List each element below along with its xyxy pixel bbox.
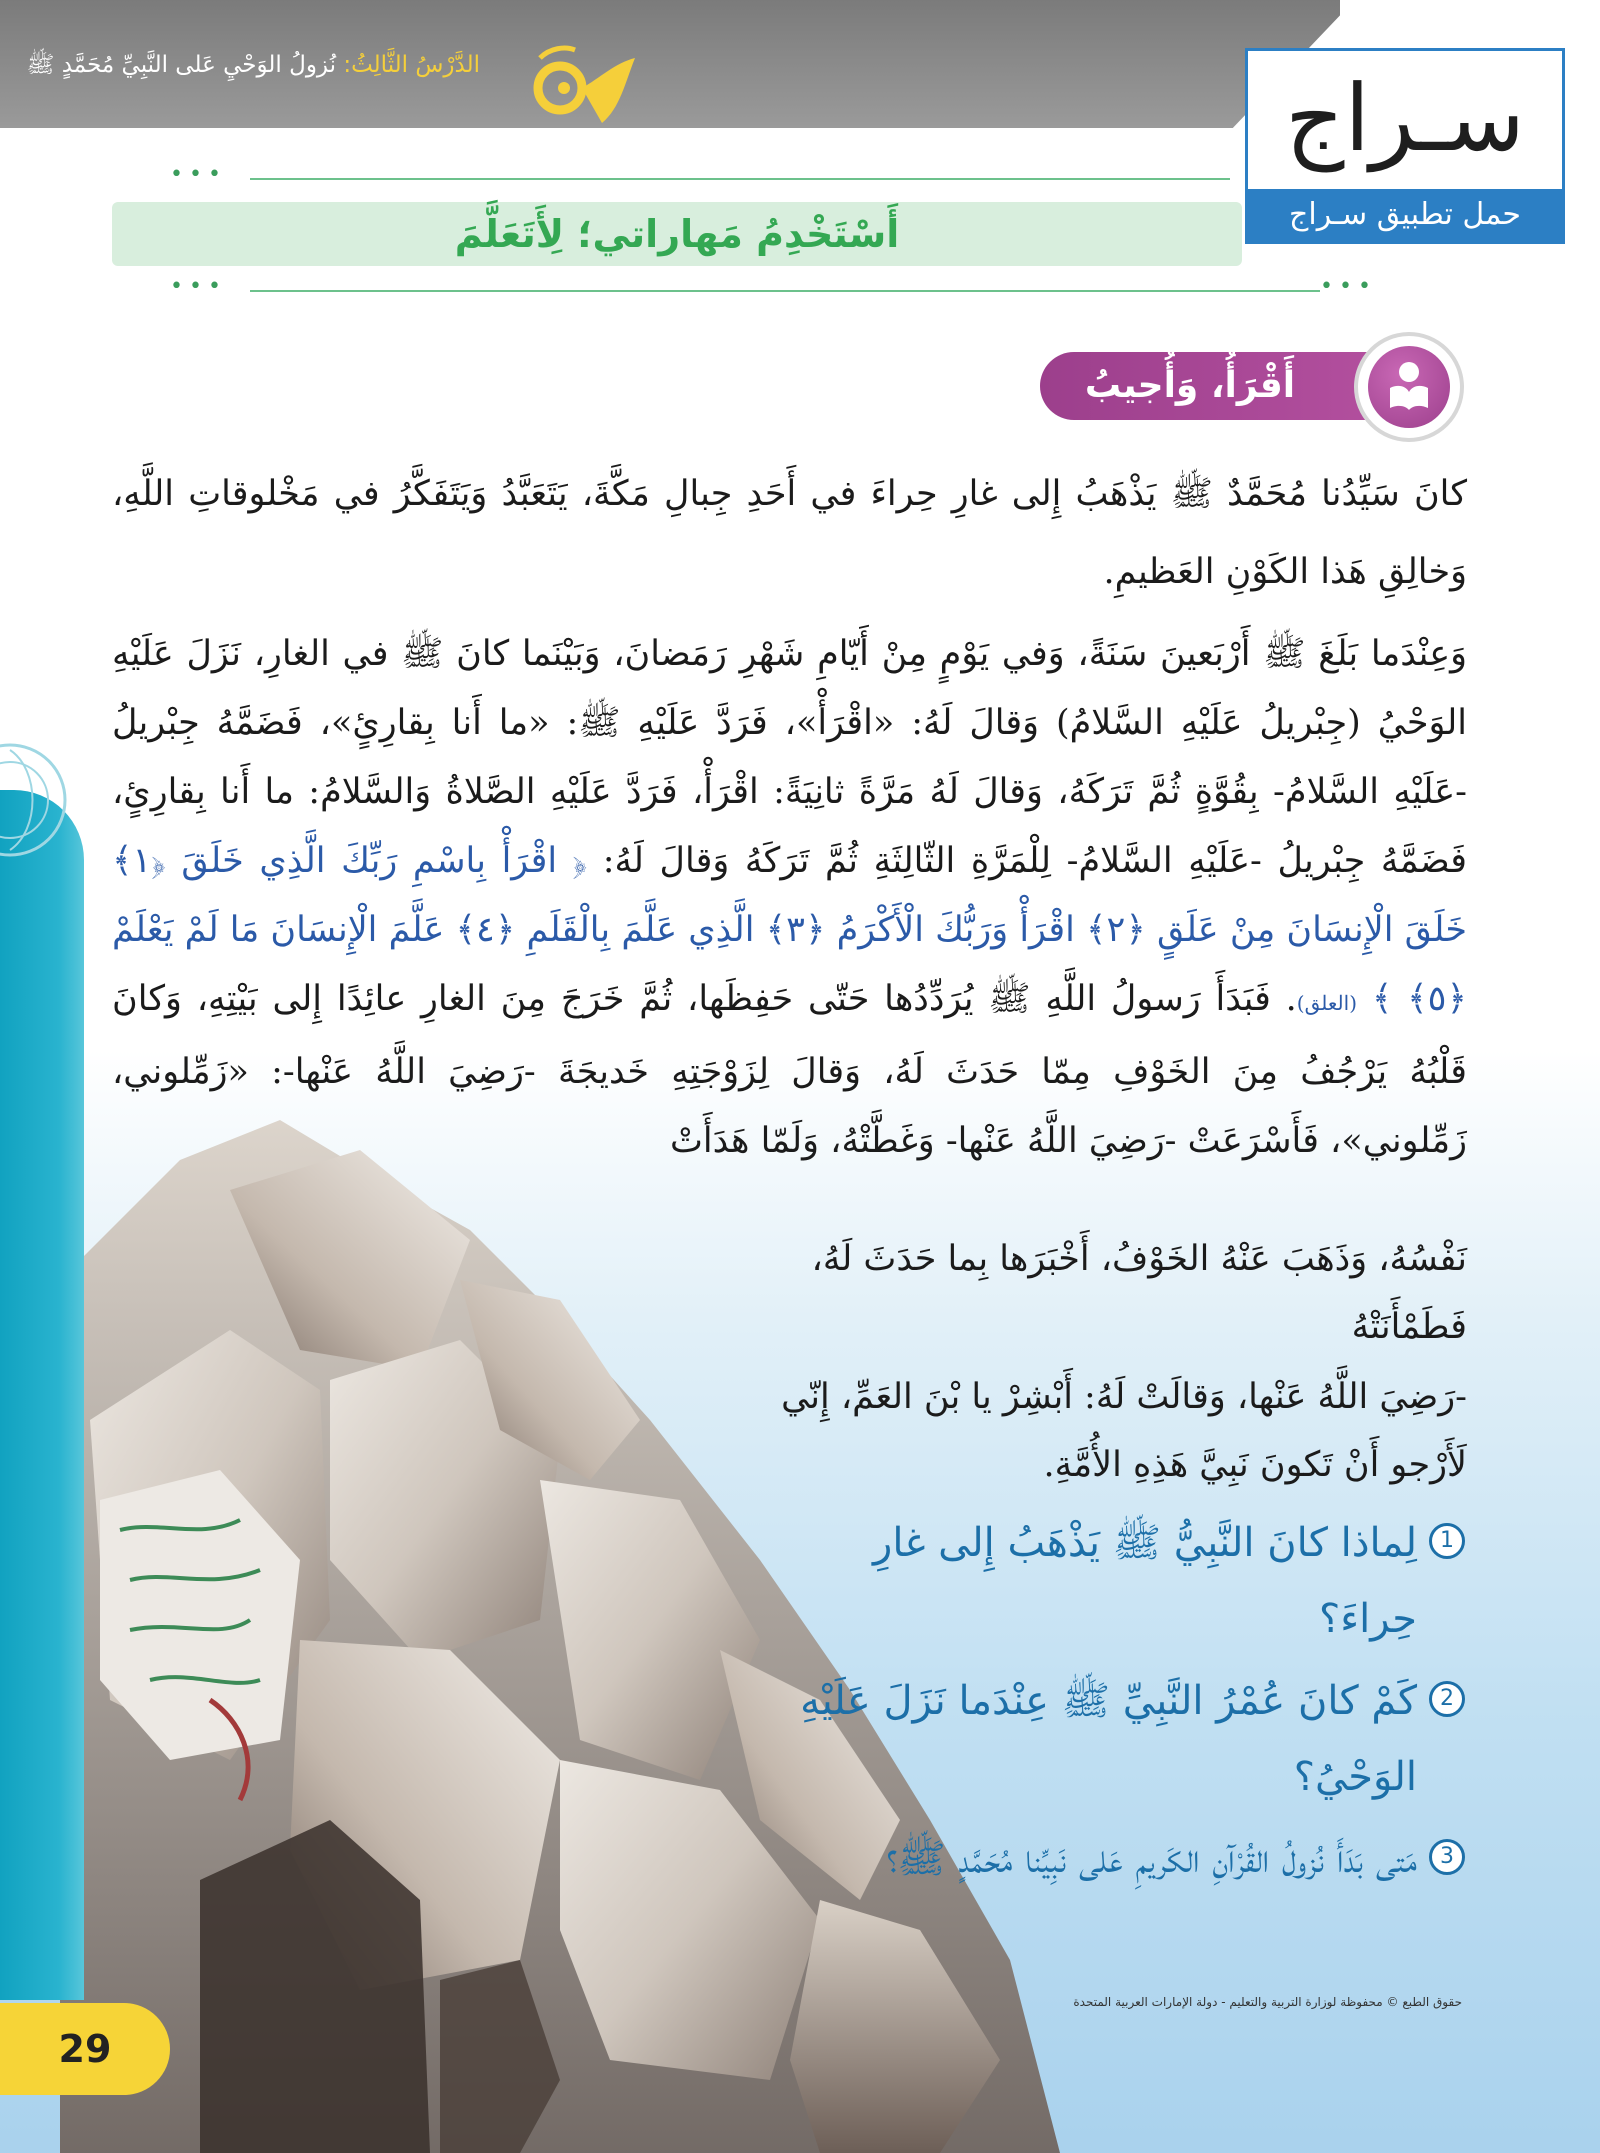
dots-decoration: ••• xyxy=(170,162,227,187)
story-line: لَأَرْجو أَنْ تَكونَ نَبِيَّ هَذِهِ الأُمَّةِ. xyxy=(1043,1445,1467,1485)
question-1 xyxy=(785,1505,1465,1657)
question-text: لِماذا كانَ النَّبِيُّ ﷺ يَذْهَبُ إِلى غارِ حِراءَ؟ xyxy=(873,1520,1417,1642)
siraj-download-link[interactable]: حمل تطبيق سـراج xyxy=(1248,189,1562,241)
story-paragraph-1: كانَ سَيِّدُنا مُحَمَّدٌ ﷺ يَذْهَبُ إِلى غارِ حِراءَ في أَحَدِ جِبالِ مَكَّةَ، يَتَعَبَّدُ وَيَتَفَكَّرُ في مَخْلوقاتِ اللَّهِ، وَخالِقِ هَذا الكَوْنِ العَظيمِ. xyxy=(112,474,1467,592)
bottom-divider xyxy=(250,290,1320,292)
top-divider xyxy=(250,178,1230,180)
story-line: نَفْسُهُ، وَذَهَبَ عَنْهُ الخَوْفُ، أَخْبَرَها بِما حَدَثَ لَهُ، فَطَمْأَنَتْهُ xyxy=(811,1239,1467,1347)
question-2 xyxy=(785,1663,1465,1815)
copyright-notice: حقوق الطبع © محفوظة لوزارة التربية والتعليم - دولة الإمارات العربية المتحدة xyxy=(1073,1995,1462,2009)
question-3 xyxy=(785,1821,1465,1897)
page-number: 29 xyxy=(0,2003,170,2095)
lesson-label: الدَّرْسُ الثَّالِثُ: xyxy=(343,52,480,78)
question-text: كَمْ كانَ عُمْرُ النَّبِيِّ ﷺ عِنْدَما نَزَلَ عَلَيْهِ الوَحْيُ؟ xyxy=(800,1678,1417,1800)
question-text: مَتى بَدَأَ نُزولُ القُرْآنِ الكَريمِ عَلى نَبِيِّنا مُحَمَّدٍ ﷺ؟ xyxy=(886,1836,1417,1882)
activity-label: أَقْرَأُ، وَأُجيبُ xyxy=(1084,365,1296,406)
dots-decoration: ••• xyxy=(170,274,227,299)
left-decorative-strip xyxy=(0,790,84,2000)
reader-icon xyxy=(1368,346,1450,428)
quran-verse: ﴿ اقْرَأْ بِاسْمِ رَبِّكَ الَّذِي خَلَقَ ﴿١﴾ خَلَقَ الْإِنسَانَ مِنْ عَلَقٍ ﴿٢﴾ اقْرَأْ وَرَبُّكَ الْأَكْرَمُ ﴿٣﴾ الَّذِي عَلَّمَ بِالْقَلَمِ ﴿٤﴾ عَلَّمَ الْإِنسَانَ مَا لَمْ يَعْلَمْ ﴿٥﴾ ﴾ xyxy=(112,841,1468,1019)
story-paragraph-3 xyxy=(697,1225,1467,1499)
siraj-logo[interactable] xyxy=(1245,48,1565,244)
story-line: -رَضِيَ اللَّهُ عَنْها، وَقالَتْ لَهُ: أَبْشِرْ يا بْنَ العَمِّ، إِنّي xyxy=(781,1377,1467,1417)
story-text: وَعِنْدَما بَلَغَ ﷺ أَرْبَعينَ سَنَةً، وَفي يَوْمٍ مِنْ أَيّامِ شَهْرِ رَمَضانَ، وَبَيْنَما كانَ ﷺ في الغارِ، نَزَلَ عَلَيْهِ الوَحْيُ (جِبْريلُ عَلَيْهِ السَّلامُ) وَقالَ لَهُ: «اقْرَأْ»، فَرَدَّ عَلَيْهِ ﷺ: «ما أَنا بِقارِئٍ»، فَضَمَّهُ جِبْريلُ -عَلَيْهِ السَّلامُ- بِقُوَّةٍ ثُمَّ تَرَكَهُ، وَقالَ لَهُ مَرَّةً ثانِيَةً: اقْرَأْ، فَرَدَّ عَلَيْهِ الصَّلاةُ وَالسَّلامُ: ما أَنا بِقارِئٍ، فَضَمَّهُ جِبْريلُ -عَلَيْهِ السَّلامُ- لِلْمَرَّةِ الثّالِثَةِ ثُمَّ تَرَكَهُ وَقالَ لَهُ: xyxy=(112,634,1467,881)
questions-list xyxy=(785,1505,1465,1897)
swirl-icon xyxy=(520,38,650,138)
lesson-name: نُزولُ الوَحْيِ عَلى النَّبِيِّ مُحَمَّدٍ ﷺ xyxy=(26,52,337,78)
story-paragraph-2 xyxy=(112,620,1467,1176)
question-number: 1 xyxy=(1429,1523,1465,1559)
reader-badge xyxy=(1354,332,1464,442)
dots-decoration: ••• xyxy=(1320,274,1377,299)
question-number: 3 xyxy=(1429,1839,1465,1875)
ornament-icon xyxy=(0,700,70,900)
question-number: 2 xyxy=(1429,1681,1465,1717)
skills-title: أَسْتَخْدِمُ مَهاراتي؛ لِأَتَعَلَّمَ xyxy=(454,212,900,256)
surah-reference: (العلق) xyxy=(1296,991,1358,1015)
story-text: . فَبَدَأَ رَسولُ اللَّهِ ﷺ يُرَدِّدُها حَتّى حَفِظَها، ثُمَّ خَرَجَ مِنَ الغارِ عائِدًا إِلى بَيْتِهِ، وَكانَ قَلْبُهُ يَرْجُفُ مِنَ الخَوْفِ مِمّا حَدَثَ لَهُ، وَقالَ لِزَوْجَتِهِ خَديجَةَ -رَضِيَ اللَّهُ عَنْها-: «زَمِّلوني، زَمِّلوني»، فَأَسْرَعَتْ -رَضِيَ اللَّهُ عَنْها- وَغَطَّتْهُ، وَلَمّا هَدَأَتْ xyxy=(112,979,1467,1161)
siraj-name: سـراج xyxy=(1285,65,1525,172)
lesson-title xyxy=(26,50,480,84)
